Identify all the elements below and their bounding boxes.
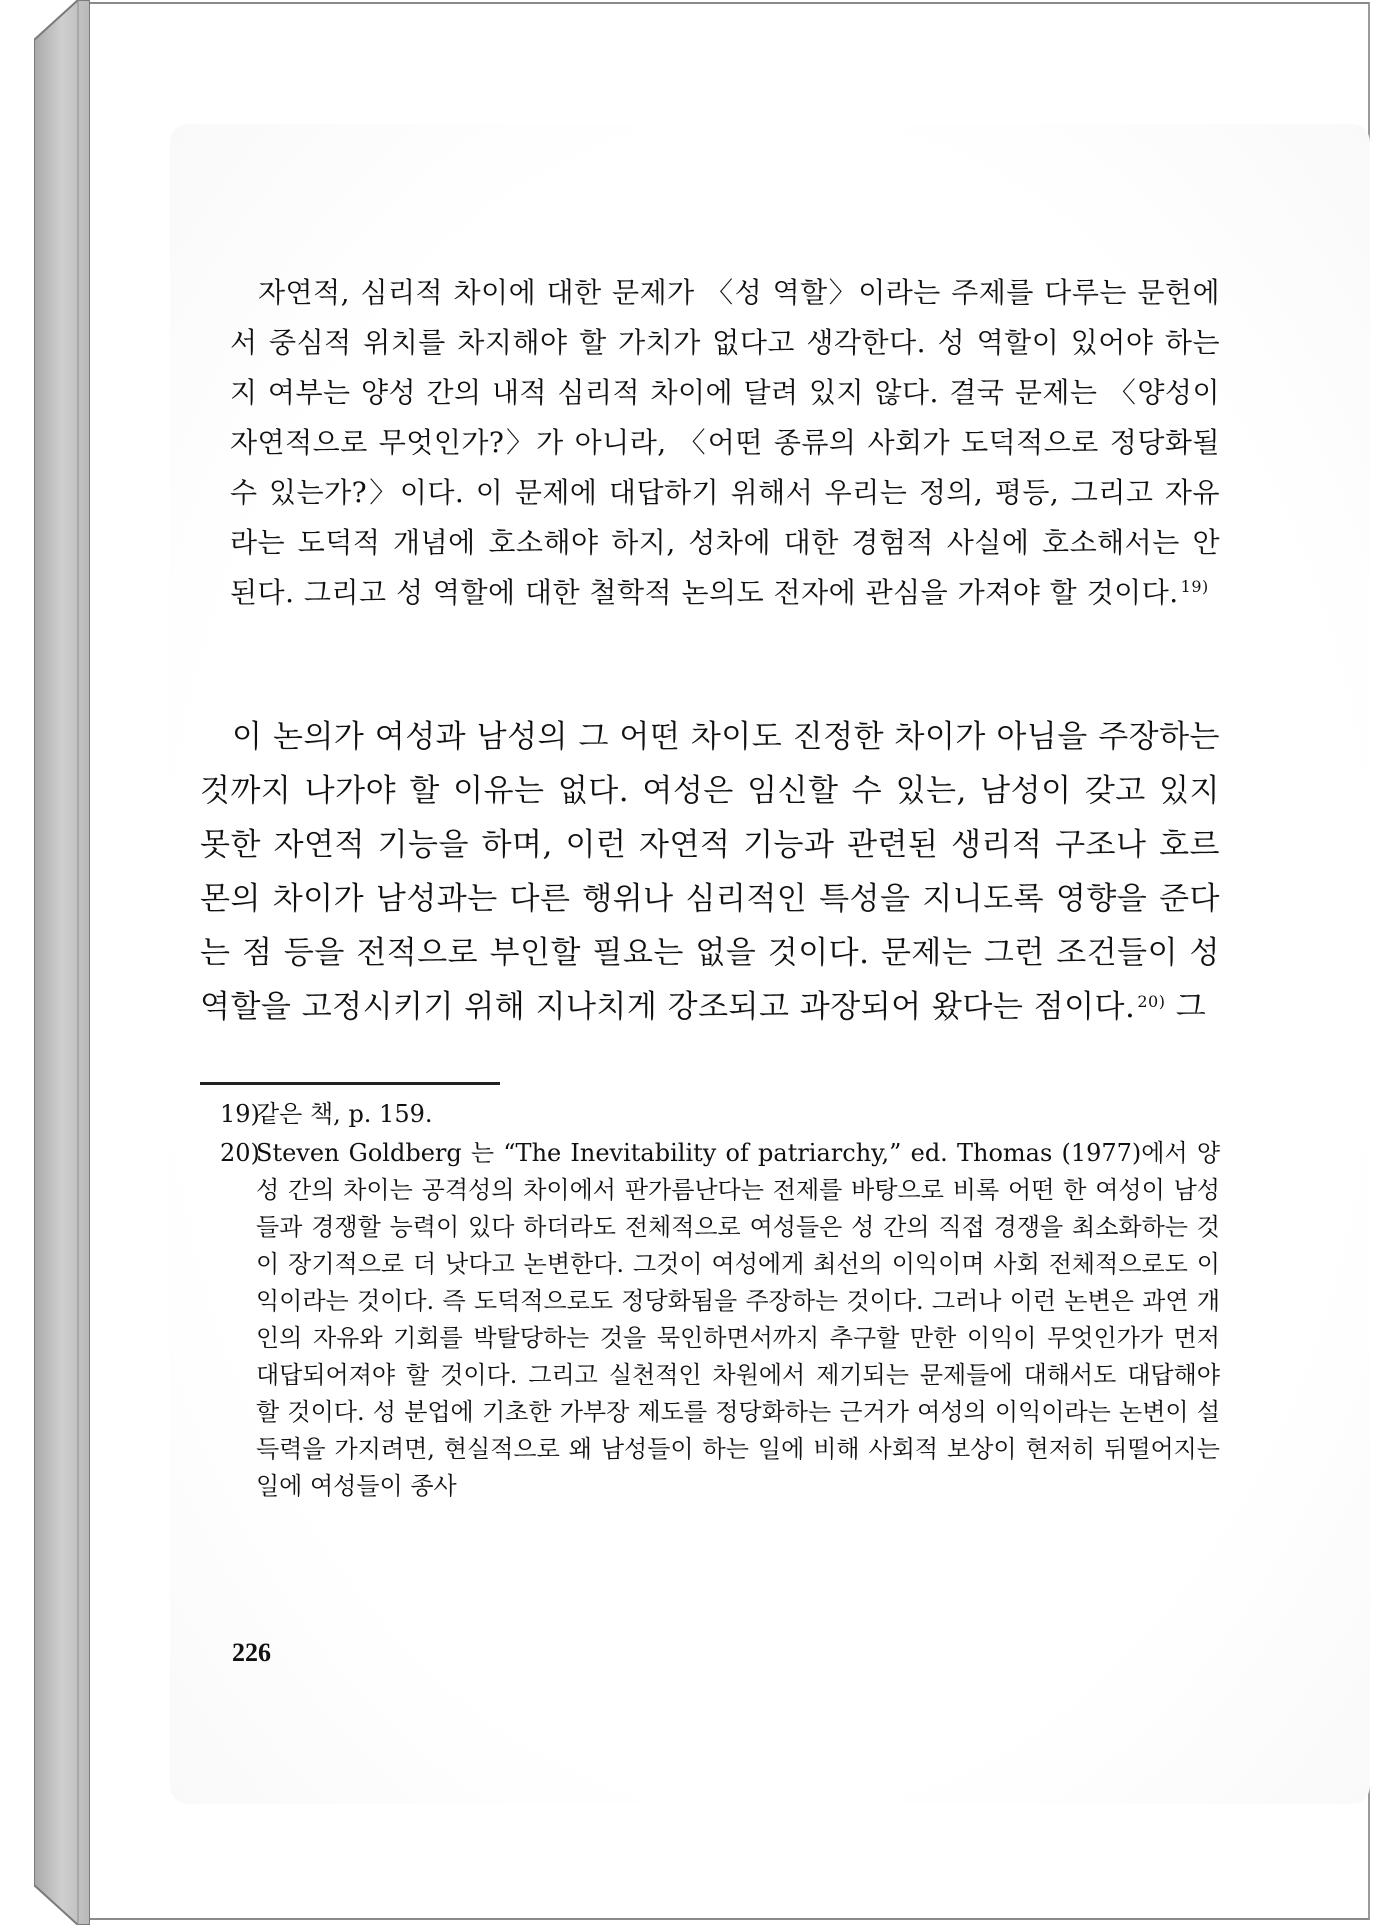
- book-spine-shape: [34, 0, 90, 1925]
- block-quote: [230, 268, 1220, 618]
- footnote-divider: [200, 1082, 500, 1085]
- footnote-19: [220, 1096, 1220, 1133]
- footnote-20: [220, 1135, 1220, 1505]
- block-quote-paragraph: [230, 268, 1220, 618]
- page-number: 226: [232, 1638, 271, 1667]
- footnote-ref-19: 19): [1180, 577, 1209, 596]
- body-paragraph-text-wrap: [200, 710, 1220, 1034]
- book-spine: [34, 0, 90, 1925]
- block-quote-text: 자연적, 심리적 차이에 대한 문제가 〈성 역할〉이라는 주제를 다루는 문헌에서 중심적 위치를 차지해야 할 가치가 없다고 생각한다. 성 역할이 있어야 하는지 여부는 양성 간의 내적 심리적 차이에 달려 있지 않다. 결국 문제는 〈양성이 자연적으로 무엇인가?〉가 아니라, 〈어떤 종류의 사회가 도덕적으로 정당화될 수 있는가?〉이다. 이 문제에 대답하기 위해서 우리는 정의, 평등, 그리고 자유라는 도덕적 개념에 호소해야 하지, 성차에 대한 경험적 사실에 호소해서는 안 된다. 그리고 성 역할에 대한 철학적 논의도 전자에 관심을 가져야 할 것이다.: [230, 276, 1220, 609]
- footnote-number: 20): [220, 1139, 260, 1167]
- footnote-ref-20: 20): [1137, 992, 1166, 1011]
- footnote-text: 같은 책, p. 159.: [256, 1100, 433, 1128]
- footnote-text: Steven Goldberg 는 “The Inevitability of patriarchy,” ed. Thomas (1977)에서 양성 간의 차이는 공격성의 차이에서 판가름난다는 전제를 바탕으로 비록 어떤 한 여성이 남성들과 경쟁할 능력이 있다 하더라도 전체적으로 여성들은 성 간의 직접 경쟁을 최소화하는 것이 장기적으로 더 낫다고 논변한다. 그것이 여성에게 최선의 이익이며 사회 전체적으로도 이익이라는 것이다. 즉 도덕적으로도 정당화됨을 주장하는 것이다. 그러나 이런 논변은 과연 개인의 자유와 기회를 박탈당하는 것을 묵인하면서까지 추구할 만한 이익이 무엇인가가 먼저 대답되어져야 할 것이다. 그리고 실천적인 차원에서 제기되는 문제들에 대해서도 대답해야 할 것이다. 성 분업에 기초한 가부장 제도를 정당화하는 근거가 여성의 이익이라는 논변이 설득력을 가지려면, 현실적으로 왜 남성들이 하는 일에 비해 사회적 보상이 현저히 뒤떨어지는 일에 여성들이 종사: [256, 1139, 1220, 1500]
- body-paragraph: [200, 710, 1220, 1034]
- body-paragraph-text: 이 논의가 여성과 남성의 그 어떤 차이도 진정한 차이가 아님을 주장하는 것까지 나가야 할 이유는 없다. 여성은 임신할 수 있는, 남성이 갖고 있지 못한 자연적 기능을 하며, 이런 자연적 기능과 관련된 생리적 구조나 호르몬의 차이가 남성과는 다른 행위나 심리적인 특성을 지니도록 영향을 준다는 점 등을 전적으로 부인할 필요는 없을 것이다. 문제는 그런 조건들이 성 역할을 고정시키기 위해 지나치게 강조되고 과장되어 왔다는 점이다.: [200, 719, 1220, 1025]
- body-paragraph-continuation: 그: [1175, 989, 1207, 1025]
- footnotes-section: [220, 1096, 1220, 1507]
- footnote-number: 19): [220, 1100, 260, 1128]
